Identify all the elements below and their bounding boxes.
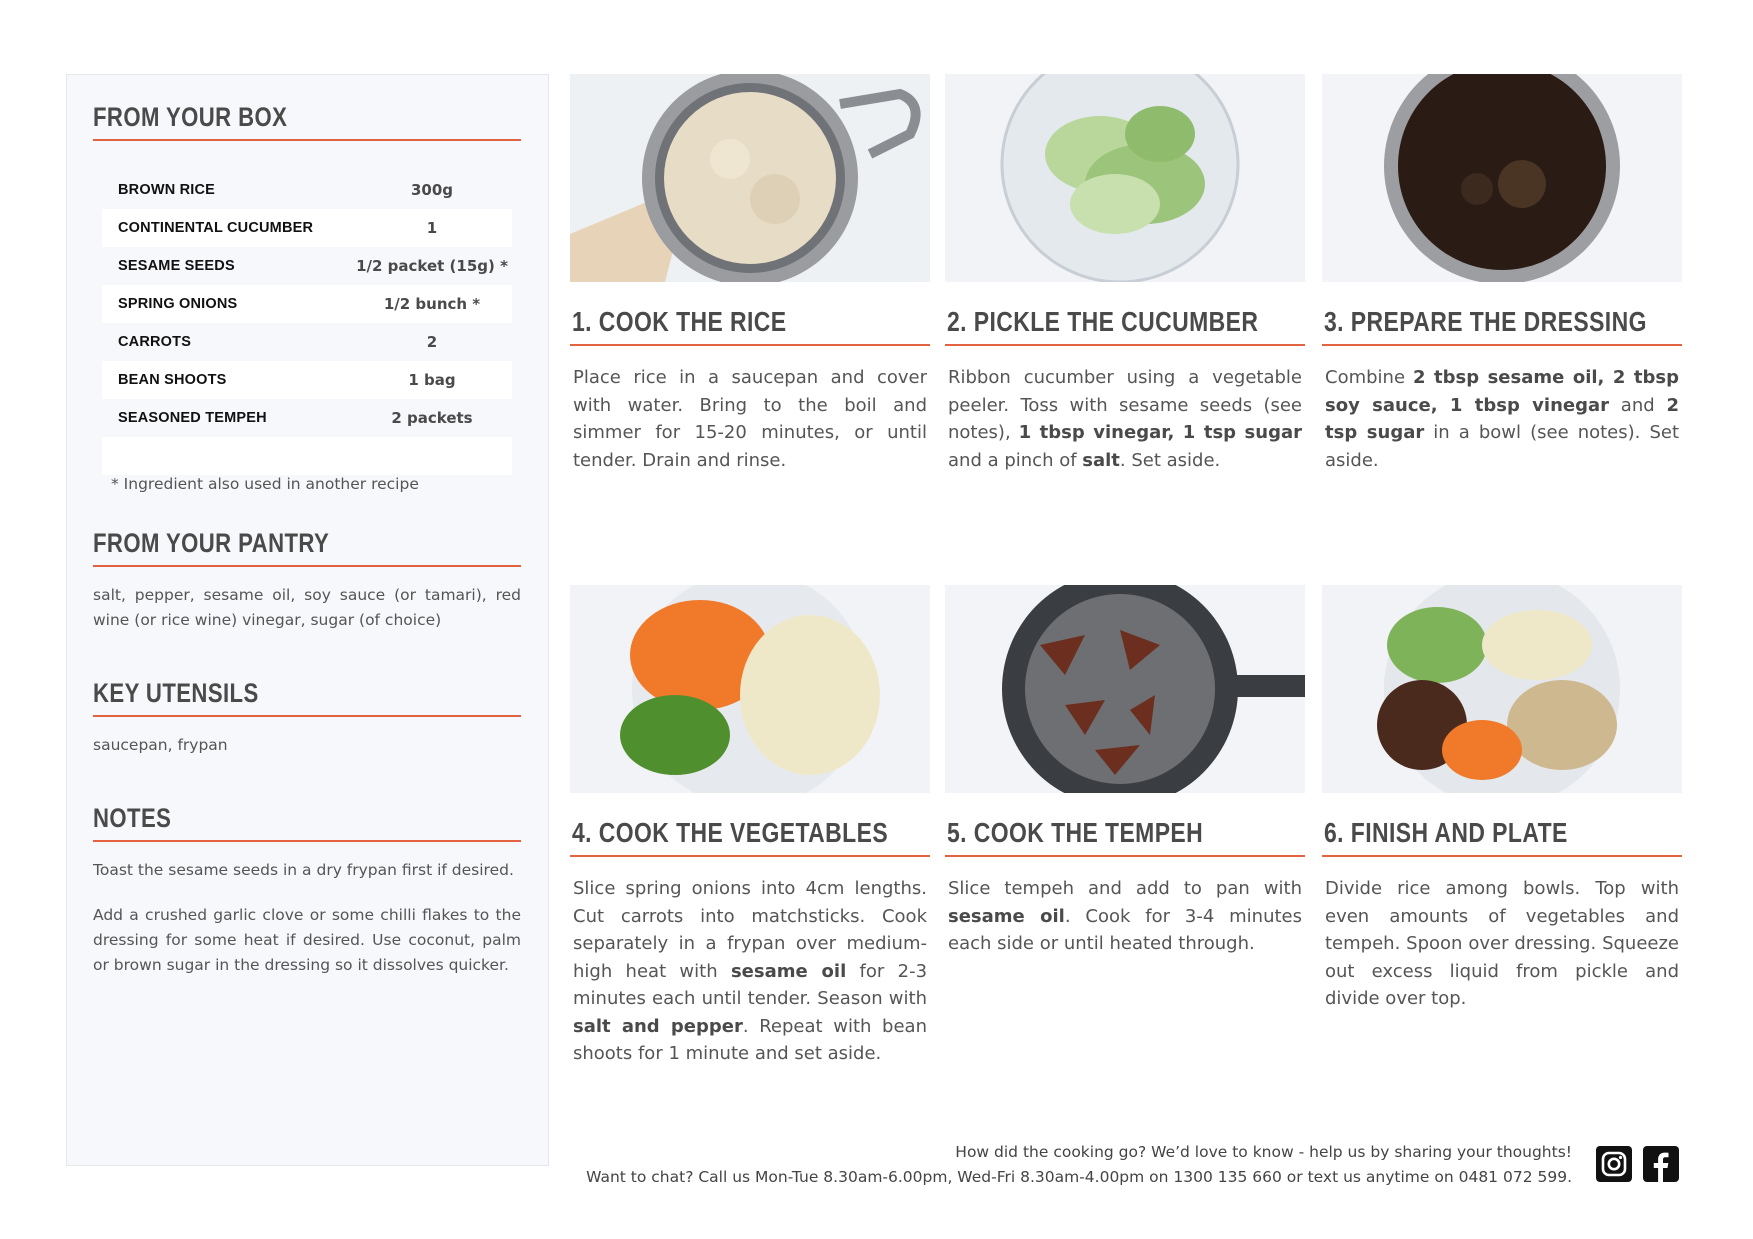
step-text-segment: . Cook for 3-4 minutes each side or until heated through.: [948, 905, 1303, 954]
step-2-header: [945, 300, 1305, 346]
ingredient-qty: 2: [426, 333, 438, 351]
step-text-segment: Slice tempeh and add to pan with: [948, 878, 1302, 899]
sidebar-panel: [66, 74, 549, 1166]
step-text-segment: Ribbon cucumber using a vegetable peeler. Toss with sesame seeds (see notes),: [948, 367, 1302, 443]
ingredient-row: [102, 323, 512, 361]
footer-contact-line: Want to chat? Call us Mon-Tue 8.30am-6.00pm, Wed-Fri 8.30am-4.00pm on 1300 135 660 or text us anytime on 0481 072 599.: [586, 1168, 1572, 1186]
step-2-title: 2. PICKLE THE CUCUMBER: [947, 306, 1259, 337]
ingredient-row-empty: [102, 437, 512, 475]
step-text-emphasis: salt: [1082, 449, 1120, 471]
ingredient-name: CARROTS: [118, 334, 192, 350]
step-text-segment: Slice spring onions into 4cm lengths. Cut carrots into matchsticks. Cook separately in a frypan over medium-high heat with: [573, 878, 927, 982]
ingredient-row: [102, 285, 512, 323]
step-text-segment: . Repeat with bean shoots for 1 minute and set aside.: [573, 1015, 927, 1064]
step-text-segment: Divide rice among bowls. Top with even amounts of vegetables and tempeh. Spoon over dressing. Squeeze out excess liquid from pickle and divide over top.: [1325, 878, 1679, 1009]
step-5-text: [948, 875, 1302, 958]
instagram-icon[interactable]: [1596, 1146, 1632, 1182]
step-6-text: [1325, 875, 1679, 1013]
ingredient-row: [102, 171, 512, 209]
step-1-header: [570, 300, 930, 346]
step-text-segment: Combine: [1325, 367, 1413, 388]
ingredient-name: BROWN RICE: [118, 182, 216, 198]
step-text-segment: and: [1609, 394, 1667, 416]
step-5-header: [945, 811, 1305, 857]
step-1-text: [573, 364, 927, 474]
pantry-text: salt, pepper, sesame oil, soy sauce (or tamari), red wine (or rice wine) vinegar, sugar (of choice): [93, 586, 521, 629]
step-4-text: [573, 875, 927, 1068]
ingredient-row: [102, 209, 512, 247]
step-4-photo: [570, 585, 930, 793]
step-6-photo: [1322, 585, 1682, 793]
step-text-emphasis: sesame oil: [730, 960, 847, 982]
step-text-emphasis: 2 tsp sugar: [1325, 394, 1680, 443]
step-3-text: [1325, 364, 1679, 474]
ingredient-row: [102, 361, 512, 399]
notes-title: NOTES: [93, 803, 172, 833]
ingredient-name: SEASONED TEMPEH: [118, 410, 267, 426]
note-item: Toast the sesame seeds in a dry frypan first if desired.: [93, 861, 514, 879]
ingredient-qty: 1: [426, 219, 438, 237]
facebook-icon[interactable]: [1643, 1146, 1679, 1182]
ingredient-qty: 1 bag: [408, 371, 456, 389]
utensils-title: KEY UTENSILS: [93, 678, 259, 708]
utensils-header: [93, 673, 521, 717]
step-4-header: [570, 811, 930, 857]
step-6-title: 6. FINISH AND PLATE: [1324, 817, 1568, 848]
step-2-photo: [945, 74, 1305, 282]
step-text-segment: and a pinch of: [948, 449, 1083, 471]
step-3-title: 3. PREPARE THE DRESSING: [1324, 306, 1647, 337]
from-your-box-title: FROM YOUR BOX: [93, 102, 288, 132]
notes-header: [93, 798, 521, 842]
step-text-emphasis: 2 tbsp sesame oil, 2 tbsp soy sauce, 1 tbsp vinegar: [1325, 367, 1679, 416]
step-1-photo: [570, 74, 930, 282]
step-3-header: [1322, 300, 1682, 346]
step-5-title: 5. COOK THE TEMPEH: [947, 817, 1204, 848]
step-text-emphasis: salt and pepper: [573, 1015, 743, 1037]
ingredient-row: [102, 399, 512, 437]
pantry-header: [93, 523, 521, 567]
ingredient-name: SESAME SEEDS: [118, 258, 235, 274]
step-3-photo: [1322, 74, 1682, 282]
ingredient-name: SPRING ONIONS: [118, 296, 238, 312]
step-text-emphasis: sesame oil: [948, 905, 1065, 927]
step-1-title: 1. COOK THE RICE: [572, 306, 787, 337]
step-text-segment: . Set aside.: [1119, 449, 1221, 471]
step-4-title: 4. COOK THE VEGETABLES: [572, 817, 889, 848]
note-item: Add a crushed garlic clove or some chilli flakes to the dressing for some heat if desired. Use coconut, palm or brown sugar in the dressing so it dissolves quicker.: [93, 906, 521, 974]
step-5-photo: [945, 585, 1305, 793]
pantry-title: FROM YOUR PANTRY: [93, 528, 330, 558]
step-text-emphasis: 1 tbsp vinegar, 1 tsp sugar: [1018, 422, 1302, 443]
step-text-segment: Place rice in a saucepan and cover with water. Bring to the boil and simmer for 15-20 minutes, or until tender. Drain and rinse.: [573, 367, 927, 471]
ingredients-table: [102, 171, 512, 475]
ingredient-qty: 300g: [410, 181, 454, 199]
from-your-box-header: [93, 97, 521, 141]
ingredient-name: BEAN SHOOTS: [118, 372, 227, 388]
step-text-segment: for 2-3 minutes each until tender. Season with: [573, 960, 928, 1009]
ingredient-name: CONTINENTAL CUCUMBER: [118, 220, 314, 236]
footer-feedback-line: How did the cooking go? We’d love to know - help us by sharing your thoughts!: [955, 1143, 1572, 1161]
ingredient-qty: 2 packets: [391, 409, 473, 427]
step-6-header: [1322, 811, 1682, 857]
ingredient-qty: 1/2 bunch *: [383, 295, 481, 313]
step-text-segment: in a bowl (see notes). Set aside.: [1325, 422, 1679, 471]
utensils-text: saucepan, frypan: [93, 736, 228, 754]
ingredient-row: [102, 247, 512, 285]
ingredient-qty: 1/2 packet (15g) *: [356, 257, 508, 275]
footer-text: [586, 1140, 1572, 1190]
step-2-text: [948, 364, 1302, 474]
ingredient-footnote: * Ingredient also used in another recipe: [111, 475, 419, 493]
